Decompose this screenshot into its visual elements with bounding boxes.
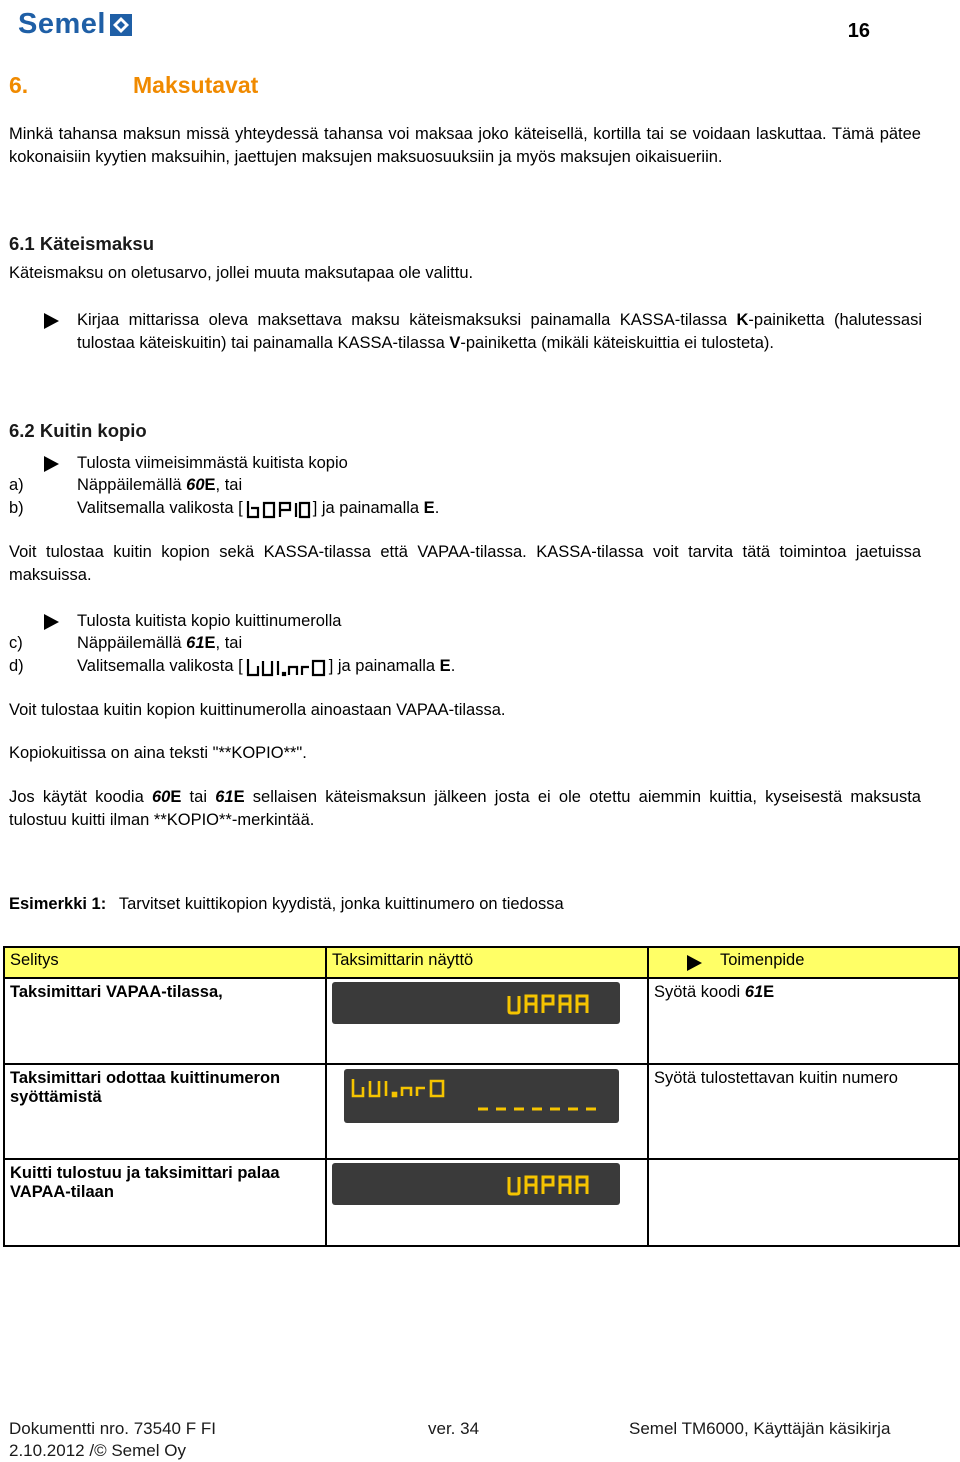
table-row	[4, 1159, 959, 1246]
row-display-cell	[326, 1159, 648, 1246]
row-action: Syötä tulostettavan kuitin numero	[648, 1064, 959, 1159]
subsection-heading-6-2: 6.2 Kuitin kopio	[9, 420, 147, 441]
dash-placeholder-display	[476, 1106, 601, 1112]
bullet-triangle-icon	[44, 313, 59, 329]
bullet-triangle-icon	[44, 456, 59, 472]
row-description: Taksimittari VAPAA-tilassa,	[4, 978, 326, 1064]
kui-nro-display-icon	[245, 656, 327, 678]
taximeter-display	[332, 1163, 620, 1205]
footer-date: 2.10.2012 /© Semel Oy	[9, 1441, 186, 1460]
column-header-toimenpide: Toimenpide	[648, 947, 959, 978]
row-display-cell	[326, 1064, 648, 1159]
bullet-text: Tulosta kuitista kopio kuittinumerolla	[77, 612, 342, 630]
bullet-copy-by-number	[44, 610, 922, 634]
section-heading	[9, 72, 259, 99]
bullet-triangle-icon	[687, 955, 702, 971]
column-header-naytto: Taksimittarin näyttö	[326, 947, 648, 978]
vapaa-display-text	[506, 1173, 594, 1197]
page-number: 16	[847, 20, 870, 42]
footer-version: ver. 34	[428, 1419, 480, 1438]
taximeter-display	[332, 982, 620, 1024]
subsection-heading-6-1: 6.1 Käteismaksu	[9, 233, 155, 254]
footer-left	[9, 1418, 216, 1462]
example-heading	[9, 895, 564, 914]
paragraph-vapaa-only: Voit tulostaa kuitin kopion kuittinumerolla ainoastaan VAPAA-tilassa.	[9, 701, 506, 719]
taximeter-display	[344, 1069, 619, 1123]
bullet-cash-payment	[44, 309, 922, 379]
semel-logo	[18, 8, 132, 41]
row-description: Kuitti tulostuu ja taksimittari palaa VAPAA-tilaan	[4, 1159, 326, 1246]
paragraph-kopio-text: Kopiokuitissa on aina teksti "**KOPIO**".	[9, 744, 307, 762]
table-header-row	[4, 947, 959, 978]
footer-product: Semel TM6000, Käyttäjän käsikirja	[629, 1419, 891, 1438]
bullet-triangle-icon	[44, 614, 59, 630]
row-action	[648, 1159, 959, 1246]
bullet-text: Kirjaa mittarissa oleva maksettava maksu käteismaksuksi painamalla KASSA-tilassa K-painiketta (halutessasi tulostaa käteiskuitin) tai painamalla KASSA-tilassa V-painiketta (mikäli käteiskuittia ei tulosteta).	[77, 311, 922, 352]
kui-nro-display-text	[350, 1077, 450, 1099]
footer-doc: Dokumentti nro. 73540 F FI	[9, 1419, 216, 1438]
table-row	[4, 978, 959, 1064]
vapaa-display-text	[506, 992, 594, 1016]
example-label: Esimerkki 1:	[9, 895, 107, 913]
logo-text: Semel	[18, 8, 106, 40]
kopio-display-icon	[245, 498, 311, 520]
subsection-intro-6-1: Käteismaksu on oletusarvo, jollei muuta maksutapaa ole valittu.	[9, 264, 474, 282]
row-description: Taksimittari odottaa kuittinumeron syöttämistä	[4, 1064, 326, 1159]
table-row	[4, 1064, 959, 1159]
section-number: 6.	[9, 72, 29, 98]
bullet-copy-latest	[44, 452, 922, 476]
section-intro: Minkä tahansa maksun missä yhteydessä tahansa voi maksaa joko käteisellä, kortilla tai se voidaan laskuttaa. Tämä pätee kokonaisiin kyytien maksuihin, jaettujen maksujen maksuosuuksiin ja myös maksujen oikaisueriin.	[9, 125, 921, 166]
paragraph-no-copy-mark: Jos käytät koodia 60E tai 61E sellaisen käteismaksun jälkeen josta ei ole otettu aiemmin kuittia, kyseisestä maksusta tulostuu kuitti ilman **KOPIO**-merkintää.	[9, 788, 921, 829]
paragraph-copy-modes: Voit tulostaa kuitin kopion sekä KASSA-tilassa että VAPAA-tilassa. KASSA-tilassa voit tarvita tätä toimintoa jaetuissa maksuissa.	[9, 543, 921, 584]
example-table	[3, 946, 960, 1247]
example-text: Tarvitset kuittikopion kyydistä, jonka kuittinumero on tiedossa	[118, 895, 564, 913]
row-display-cell	[326, 978, 648, 1064]
logo-diamond-icon	[110, 14, 132, 36]
section-title: Maksutavat	[133, 72, 259, 98]
row-action: Syötä koodi 61E	[648, 978, 959, 1064]
bullet-text: Tulosta viimeisimmästä kuitista kopio	[77, 454, 348, 472]
column-header-selitys: Selitys	[4, 947, 326, 978]
